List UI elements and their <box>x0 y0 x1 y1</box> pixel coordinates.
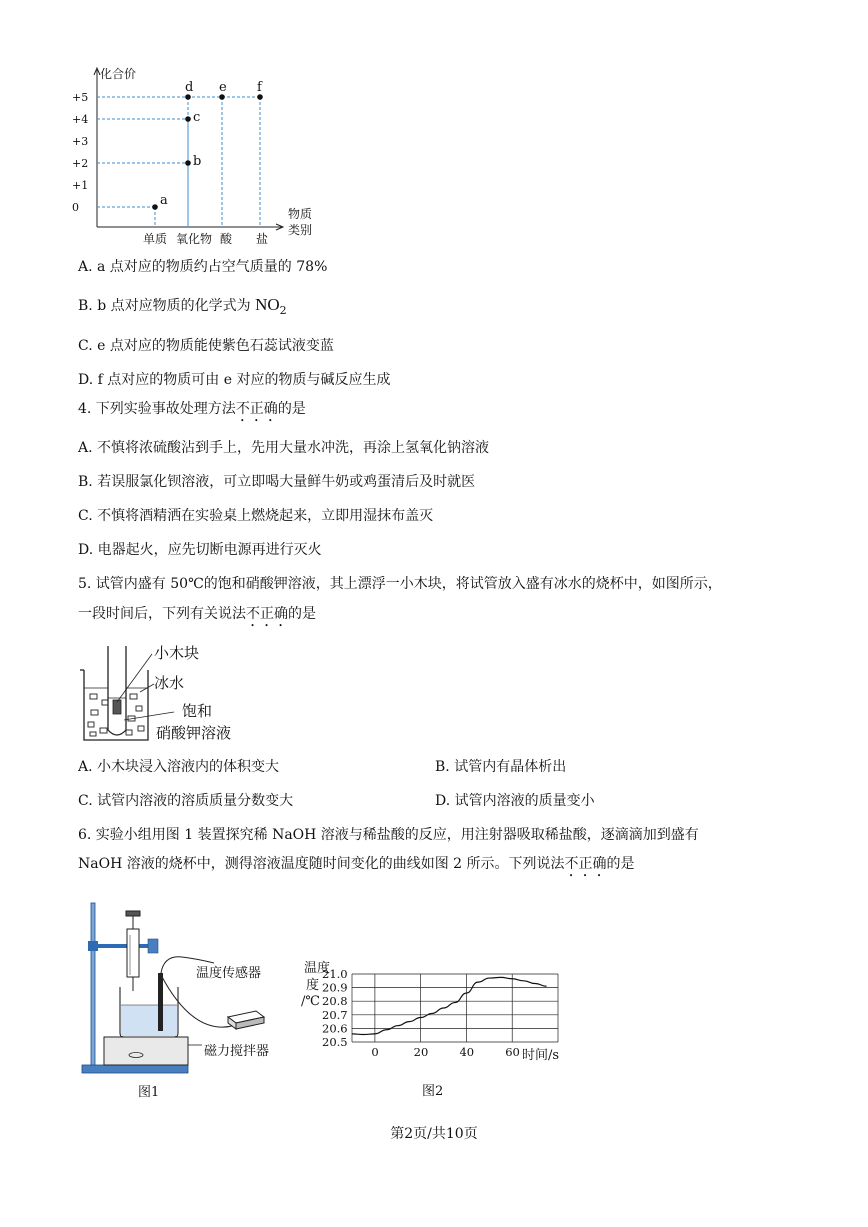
label-kno3-solution: 硝酸钾溶液 <box>156 724 232 742</box>
figure2-caption: 图2 <box>422 1084 444 1099</box>
q5-option-b: B. 试管内有晶体析出 <box>435 759 567 775</box>
valence-point-label-c: c <box>193 110 201 125</box>
valence-point-f <box>257 94 263 100</box>
apparatus-figure <box>78 895 293 1100</box>
valence-point-c <box>185 116 191 122</box>
valence-point-label-f: f <box>257 80 262 95</box>
label-temperature-sensor: 温度传感器 <box>196 966 262 981</box>
q4-stem-emphasis: 不正确 <box>235 401 278 417</box>
valence-x-title-2: 类别 <box>288 223 313 237</box>
figure1-caption: 图1 <box>138 1085 160 1100</box>
valence-x-category: 氧化物 <box>176 232 213 246</box>
valence-y-tick: +3 <box>72 135 89 148</box>
q3-option-b-subscript: 2 <box>279 303 287 317</box>
q3-option-b-formula: NO <box>255 295 280 314</box>
q5-stem-prefix: 一段时间后，下列有关说法 <box>78 606 246 622</box>
q3-option-a: A. a 点对应的物质约占空气质量的 78% <box>78 259 328 275</box>
q6-stem-prefix: NaOH 溶液的烧杯中，测得溶液温度随时间变化的曲线如图 2 所示。下列说法 <box>78 856 565 872</box>
chart-y-tick: 20.9 <box>322 980 348 995</box>
page-footer: 第2页/共10页 <box>390 1126 478 1142</box>
test-tube <box>108 646 126 735</box>
q5-stem-line2 <box>78 605 316 630</box>
q5-option-d: D. 试管内溶液的质量变小 <box>435 793 595 809</box>
valence-point-label-d: d <box>185 80 194 95</box>
chart-xlabel: 时间/s <box>522 1048 560 1063</box>
valence-y-tick: +1 <box>72 179 89 192</box>
chart-x-tick: 40 <box>459 1045 475 1059</box>
chart-series-line <box>352 977 547 1034</box>
q5-stem-line1: 5. 试管内盛有 50℃的饱和硝酸钾溶液，其上漂浮一小木块，将试管放入盛有冰水的烧杯中，如图所示， <box>78 576 722 592</box>
valence-point-label-a: a <box>160 193 168 208</box>
valence-point-a <box>152 204 158 210</box>
q5-stem-emphasis: 不正确 <box>246 606 288 622</box>
chart-ylabel-1: 温度 <box>304 961 331 976</box>
label-saturated: 饱和 <box>182 702 213 720</box>
chart-y-tick: 21.0 <box>322 967 348 981</box>
valence-y-tick: +2 <box>72 157 89 170</box>
q5-stem-suffix: 的是 <box>288 606 316 622</box>
valence-y-tick: +4 <box>72 113 89 126</box>
stand-base <box>82 1065 188 1073</box>
valence-chart <box>70 60 330 250</box>
valence-point-e <box>219 94 225 100</box>
chart-y-tick: 20.5 <box>322 1035 348 1049</box>
chart-x-tick: 60 <box>505 1045 520 1059</box>
q3-option-c: C. e 点对应的物质能使紫色石蕊试液变蓝 <box>78 338 334 354</box>
q4-option-b: B. 若误服氯化钡溶液，可立即喝大量鲜牛奶或鸡蛋清后及时就医 <box>78 474 476 490</box>
q3-option-b <box>78 296 287 320</box>
valence-point-label-e: e <box>219 80 227 95</box>
q6-stem-line1: 6. 实验小组用图 1 装置探究稀 NaOH 溶液与稀盐酸的反应，用注射器吸取稀盐酸，逐滴滴加到盛有 <box>78 827 699 843</box>
valence-x-category: 酸 <box>220 232 233 246</box>
q6-stem-emphasis: 不正确 <box>564 856 607 872</box>
q6-stem-line2 <box>78 855 635 880</box>
valence-x-category: 单质 <box>143 232 168 246</box>
q4-stem-prefix: 4. 下列实验事故处理方法 <box>78 401 236 417</box>
chart-y-tick: 20.6 <box>322 1021 348 1036</box>
valence-y-tick: +5 <box>72 91 89 104</box>
valence-y-tick: 0 <box>72 201 79 214</box>
stand-rod <box>91 903 95 1065</box>
chart-x-tick: 0 <box>371 1045 379 1059</box>
q3-option-d: D. f 点对应的物质可由 e 对应的物质与碱反应生成 <box>78 372 391 388</box>
q3-option-b-text: B. b 点对应物质的化学式为 <box>78 298 256 314</box>
beaker-figure <box>78 640 258 745</box>
valence-y-title: 化合价 <box>100 67 137 81</box>
valence-point-b <box>185 160 191 166</box>
valence-point-d <box>185 94 191 100</box>
chart-ylabel-2: 度 <box>306 978 320 993</box>
q4-stem <box>78 400 306 425</box>
chart-y-tick: 20.7 <box>322 1007 348 1022</box>
label-magnetic-stirrer: 磁力搅拌器 <box>204 1044 270 1059</box>
valence-x-category: 盐 <box>256 232 269 246</box>
valence-point-label-b: b <box>193 154 202 169</box>
q4-option-a: A. 不慎将浓硫酸沾到手上，先用大量水冲洗，再涂上氢氧化钠溶液 <box>78 440 490 456</box>
valence-x-title-1: 物质 <box>288 207 313 221</box>
q5-option-c: C. 试管内溶液的溶质质量分数变大 <box>78 793 294 809</box>
label-wood-block: 小木块 <box>154 644 200 662</box>
magnetic-stirrer <box>104 1037 188 1065</box>
q4-option-d: D. 电器起火，应先切断电源再进行灭火 <box>78 542 322 558</box>
temperature-chart <box>298 955 570 1065</box>
q5-option-a: A. 小木块浸入溶液内的体积变大 <box>78 759 280 775</box>
syringe <box>126 911 140 991</box>
q4-stem-suffix: 的是 <box>277 401 306 417</box>
label-ice-water: 冰水 <box>154 674 185 692</box>
q4-option-c: C. 不慎将酒精洒在实验桌上燃烧起来，立即用湿抹布盖灭 <box>78 508 434 524</box>
chart-ylabel-3: /℃ <box>301 994 320 1009</box>
temperature-probe <box>158 973 163 1031</box>
chart-y-tick: 20.8 <box>322 994 348 1009</box>
wood-block <box>113 700 121 714</box>
q6-stem-suffix: 的是 <box>606 856 635 872</box>
chart-x-tick: 20 <box>413 1045 429 1059</box>
